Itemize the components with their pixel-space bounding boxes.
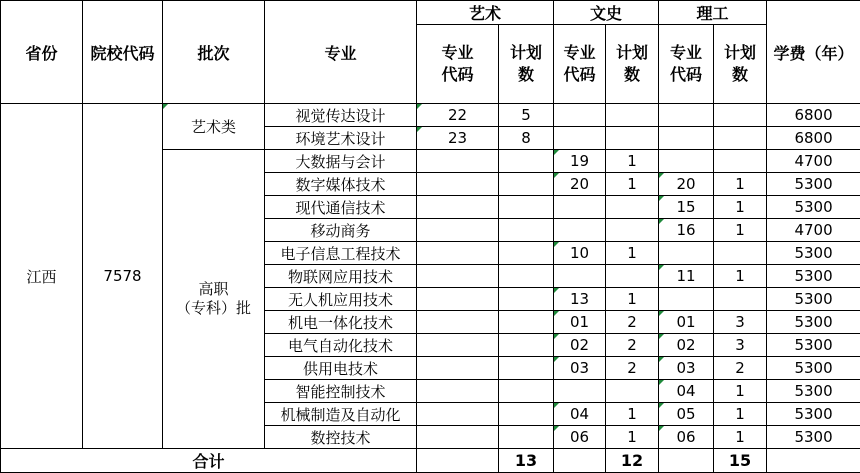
school-code-cell: 7578 [83, 104, 163, 449]
wen-plan-cell: 1 [606, 426, 659, 449]
li-plan-cell [714, 104, 767, 127]
tuition-cell: 4700 [767, 150, 860, 173]
batch-art-cell: 艺术类 [163, 104, 265, 150]
art-code-cell: 22 [417, 104, 499, 127]
wen-code-cell [554, 219, 606, 242]
li-plan-cell: 3 [714, 334, 767, 357]
art-plan-cell [499, 357, 554, 380]
li-code-cell: 02 [659, 334, 714, 357]
tuition-cell: 5300 [767, 334, 860, 357]
header-group-art: 艺术 [417, 1, 554, 25]
major-cell: 电气自动化技术 [265, 334, 417, 357]
li-plan-cell: 1 [714, 426, 767, 449]
major-code-line1: 专业 [441, 43, 473, 62]
total-li-code-cell [659, 449, 714, 473]
major-cell: 环境艺术设计 [265, 127, 417, 150]
major-cell: 现代通信技术 [265, 196, 417, 219]
wen-code-cell: 06 [554, 426, 606, 449]
total-tuition-cell [767, 449, 860, 473]
batch-vocational-cell [163, 150, 265, 449]
header-tuition: 学费（年） [767, 1, 860, 104]
wen-code-cell: 01 [554, 311, 606, 334]
art-plan-cell [499, 380, 554, 403]
total-wen-plan: 12 [606, 449, 659, 473]
art-plan-cell [499, 219, 554, 242]
plan-line1: 计划 [724, 43, 756, 62]
major-cell: 机械制造及自动化 [265, 403, 417, 426]
major-code-line2: 代码 [670, 65, 702, 84]
wen-plan-cell: 1 [606, 242, 659, 265]
li-code-cell [659, 242, 714, 265]
tuition-cell: 5300 [767, 173, 860, 196]
li-code-cell [659, 150, 714, 173]
li-code-cell: 04 [659, 380, 714, 403]
wen-code-cell: 03 [554, 357, 606, 380]
tuition-cell: 5300 [767, 357, 860, 380]
tuition-cell: 6800 [767, 104, 860, 127]
art-plan-cell [499, 242, 554, 265]
art-code-cell [417, 150, 499, 173]
header-group-ligong: 理工 [659, 1, 767, 25]
header-wen-major-code [554, 25, 606, 104]
wen-plan-cell [606, 265, 659, 288]
header-li-major-code [659, 25, 714, 104]
li-code-cell: 03 [659, 357, 714, 380]
art-plan-cell [499, 265, 554, 288]
tuition-cell: 5300 [767, 242, 860, 265]
li-code-cell [659, 127, 714, 150]
li-code-cell: 05 [659, 403, 714, 426]
tuition-cell: 5300 [767, 288, 860, 311]
art-code-cell [417, 426, 499, 449]
major-cell: 供用电技术 [265, 357, 417, 380]
li-plan-cell [714, 127, 767, 150]
major-code-line1: 专业 [670, 43, 702, 62]
wen-code-cell [554, 380, 606, 403]
art-code-cell [417, 380, 499, 403]
li-plan-cell: 3 [714, 311, 767, 334]
art-plan-cell [499, 403, 554, 426]
art-code-cell [417, 265, 499, 288]
li-code-cell: 16 [659, 219, 714, 242]
wen-plan-cell: 1 [606, 403, 659, 426]
art-plan-cell: 5 [499, 104, 554, 127]
art-code-cell [417, 403, 499, 426]
wen-plan-cell: 2 [606, 311, 659, 334]
wen-code-cell: 19 [554, 150, 606, 173]
plan-line1: 计划 [510, 43, 542, 62]
wen-plan-cell [606, 380, 659, 403]
wen-code-cell: 02 [554, 334, 606, 357]
li-plan-cell: 1 [714, 380, 767, 403]
tuition-cell: 5300 [767, 380, 860, 403]
wen-plan-cell: 1 [606, 173, 659, 196]
header-group-wenshi: 文史 [554, 1, 659, 25]
li-plan-cell: 2 [714, 357, 767, 380]
plan-line1: 计划 [616, 43, 648, 62]
major-cell: 视觉传达设计 [265, 104, 417, 127]
li-plan-cell [714, 150, 767, 173]
li-code-cell: 01 [659, 311, 714, 334]
tuition-cell: 5300 [767, 265, 860, 288]
major-cell: 电子信息工程技术 [265, 242, 417, 265]
wen-plan-cell: 1 [606, 288, 659, 311]
major-code-line2: 代码 [564, 65, 596, 84]
tuition-cell: 5300 [767, 403, 860, 426]
tuition-cell: 5300 [767, 311, 860, 334]
major-cell: 物联网应用技术 [265, 265, 417, 288]
major-cell: 智能控制技术 [265, 380, 417, 403]
art-code-cell [417, 219, 499, 242]
major-cell: 机电一体化技术 [265, 311, 417, 334]
major-cell: 大数据与会计 [265, 150, 417, 173]
major-cell: 数字媒体技术 [265, 173, 417, 196]
art-plan-cell [499, 288, 554, 311]
tuition-cell: 4700 [767, 219, 860, 242]
art-code-cell [417, 173, 499, 196]
plan-line2: 数 [518, 65, 534, 84]
tuition-cell: 5300 [767, 196, 860, 219]
li-code-cell [659, 288, 714, 311]
wen-plan-cell [606, 219, 659, 242]
wen-code-cell [554, 127, 606, 150]
wen-code-cell [554, 265, 606, 288]
art-code-cell [417, 334, 499, 357]
li-plan-cell: 1 [714, 196, 767, 219]
li-code-cell: 20 [659, 173, 714, 196]
li-code-cell: 15 [659, 196, 714, 219]
wen-code-cell [554, 104, 606, 127]
table-row [1, 104, 860, 127]
li-code-cell: 06 [659, 426, 714, 449]
art-code-cell [417, 357, 499, 380]
batch-vocational-line1: 高职 [198, 280, 228, 298]
total-art-plan: 13 [499, 449, 554, 473]
total-art-code-cell [417, 449, 499, 473]
art-code-cell: 23 [417, 127, 499, 150]
major-cell: 无人机应用技术 [265, 288, 417, 311]
header-province: 省份 [1, 1, 83, 104]
plan-line2: 数 [732, 65, 748, 84]
art-plan-cell [499, 150, 554, 173]
total-wen-code-cell [554, 449, 606, 473]
li-plan-cell: 1 [714, 265, 767, 288]
header-art-major-code [417, 25, 499, 104]
wen-code-cell: 13 [554, 288, 606, 311]
header-li-plan [714, 25, 767, 104]
art-plan-cell [499, 196, 554, 219]
wen-plan-cell [606, 127, 659, 150]
art-plan-cell: 8 [499, 127, 554, 150]
li-plan-cell [714, 288, 767, 311]
total-li-plan: 15 [714, 449, 767, 473]
batch-vocational-line2: （专科）批 [176, 299, 251, 317]
footer-total-row [1, 449, 860, 473]
header-wen-plan [606, 25, 659, 104]
total-label: 合计 [1, 449, 417, 473]
header-school-code: 院校代码 [83, 1, 163, 104]
art-plan-cell [499, 173, 554, 196]
wen-plan-cell [606, 104, 659, 127]
art-code-cell [417, 288, 499, 311]
wen-code-cell: 20 [554, 173, 606, 196]
major-cell: 移动商务 [265, 219, 417, 242]
major-code-line1: 专业 [564, 43, 596, 62]
art-plan-cell [499, 334, 554, 357]
li-plan-cell: 1 [714, 403, 767, 426]
tuition-cell: 6800 [767, 127, 860, 150]
major-cell: 数控技术 [265, 426, 417, 449]
header-row-groups [1, 1, 860, 25]
art-plan-cell [499, 311, 554, 334]
header-major: 专业 [265, 1, 417, 104]
major-code-line2: 代码 [441, 65, 473, 84]
plan-line2: 数 [624, 65, 640, 84]
li-code-cell [659, 104, 714, 127]
header-art-plan [499, 25, 554, 104]
header-batch: 批次 [163, 1, 265, 104]
wen-plan-cell: 2 [606, 334, 659, 357]
tuition-cell: 5300 [767, 426, 860, 449]
li-code-cell: 11 [659, 265, 714, 288]
wen-plan-cell: 1 [606, 150, 659, 173]
li-plan-cell: 1 [714, 219, 767, 242]
art-code-cell [417, 242, 499, 265]
li-plan-cell: 1 [714, 173, 767, 196]
art-code-cell [417, 196, 499, 219]
art-plan-cell [499, 426, 554, 449]
wen-code-cell: 04 [554, 403, 606, 426]
art-code-cell [417, 311, 499, 334]
province-cell: 江西 [1, 104, 83, 449]
li-plan-cell [714, 242, 767, 265]
wen-code-cell [554, 196, 606, 219]
wen-plan-cell: 2 [606, 357, 659, 380]
wen-plan-cell [606, 196, 659, 219]
wen-code-cell: 10 [554, 242, 606, 265]
